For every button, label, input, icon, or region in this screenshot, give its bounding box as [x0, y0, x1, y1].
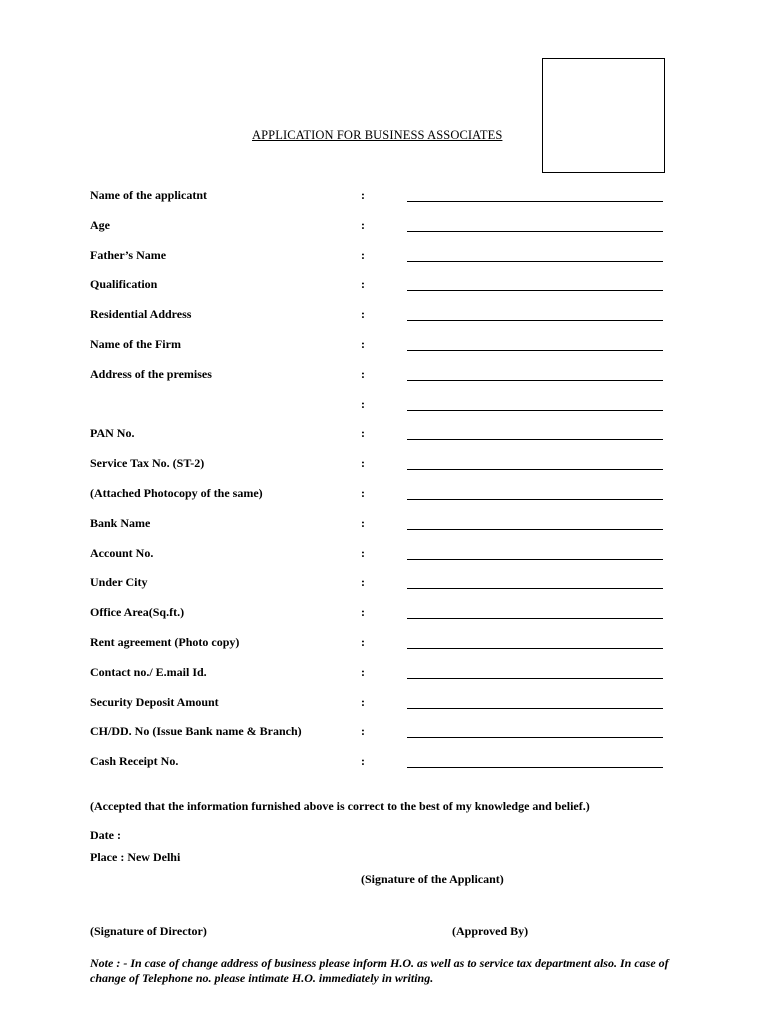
form-row — [0, 575, 768, 595]
field-label: (Attached Photocopy of the same) — [90, 486, 263, 500]
form-row — [0, 367, 768, 387]
approved-by: (Approved By) — [452, 924, 529, 938]
field-blank-line[interactable] — [407, 737, 663, 738]
field-blank-line[interactable] — [407, 559, 663, 560]
field-blank-line[interactable] — [407, 201, 663, 202]
form-title: APPLICATION FOR BUSINESS ASSOCIATES — [252, 128, 503, 142]
field-label: Account No. — [90, 546, 154, 560]
form-row — [0, 754, 768, 774]
field-label: Under City — [90, 575, 148, 589]
field-label: Contact no./ E.mail Id. — [90, 665, 207, 679]
field-blank-line[interactable] — [407, 290, 663, 291]
form-row — [0, 426, 768, 446]
form-row — [0, 665, 768, 685]
field-blank-line[interactable] — [407, 708, 663, 709]
field-label: Service Tax No. (ST-2) — [90, 456, 205, 470]
field-colon: : — [361, 367, 365, 381]
form-row — [0, 516, 768, 536]
field-blank-line[interactable] — [407, 469, 663, 470]
field-colon: : — [361, 248, 365, 262]
field-label: Name of the applicatnt — [90, 188, 207, 202]
field-blank-line[interactable] — [407, 618, 663, 619]
field-blank-line[interactable] — [407, 380, 663, 381]
form-row — [0, 605, 768, 625]
field-blank-line[interactable] — [407, 588, 663, 589]
field-label: CH/DD. No (Issue Bank name & Branch) — [90, 724, 302, 738]
form-row — [0, 635, 768, 655]
field-label: PAN No. — [90, 426, 135, 440]
form-row — [0, 218, 768, 238]
field-label: Qualification — [90, 277, 158, 291]
field-colon: : — [361, 546, 365, 560]
form-row — [0, 546, 768, 566]
field-blank-line[interactable] — [407, 529, 663, 530]
field-label: Office Area(Sq.ft.) — [90, 605, 185, 619]
field-label: Residential Address — [90, 307, 192, 321]
photo-box — [542, 58, 665, 173]
field-blank-line[interactable] — [407, 499, 663, 500]
form-row — [0, 188, 768, 208]
field-blank-line[interactable] — [407, 261, 663, 262]
form-row — [0, 397, 768, 417]
note-text: Note : - In case of change address of business please inform H.O. as well as to service tax department also. In case of change of Telephone no. please intimate H.O. immediately in writing. — [90, 956, 669, 985]
form-row — [0, 456, 768, 476]
form-row — [0, 307, 768, 327]
field-colon: : — [361, 188, 365, 202]
field-colon: : — [361, 516, 365, 530]
field-label: Address of the premises — [90, 367, 212, 381]
field-blank-line[interactable] — [407, 767, 663, 768]
form-row — [0, 248, 768, 268]
form-row — [0, 337, 768, 357]
date-label: Date : — [90, 828, 121, 842]
field-label: Age — [90, 218, 110, 232]
field-colon: : — [361, 575, 365, 589]
field-colon: : — [361, 724, 365, 738]
field-blank-line[interactable] — [407, 350, 663, 351]
field-colon: : — [361, 695, 365, 709]
field-colon: : — [361, 426, 365, 440]
signature-applicant: (Signature of the Applicant) — [361, 872, 504, 886]
field-blank-line[interactable] — [407, 320, 663, 321]
field-colon: : — [361, 754, 365, 768]
field-label: Cash Receipt No. — [90, 754, 179, 768]
field-colon: : — [361, 605, 365, 619]
field-blank-line[interactable] — [407, 678, 663, 679]
form-row — [0, 486, 768, 506]
declaration-text: (Accepted that the information furnished above is correct to the best of my knowledge and belief.) — [90, 799, 590, 813]
field-colon: : — [361, 665, 365, 679]
field-label: Name of the Firm — [90, 337, 181, 351]
field-label: Bank Name — [90, 516, 151, 530]
place-label: Place : New Delhi — [90, 850, 181, 864]
field-colon: : — [361, 635, 365, 649]
field-label: Security Deposit Amount — [90, 695, 219, 709]
form-row — [0, 695, 768, 715]
field-colon: : — [361, 486, 365, 500]
form-row — [0, 724, 768, 744]
signature-director: (Signature of Director) — [90, 924, 207, 938]
field-colon: : — [361, 337, 365, 351]
field-blank-line[interactable] — [407, 648, 663, 649]
field-colon: : — [361, 218, 365, 232]
field-colon: : — [361, 397, 365, 411]
field-blank-line[interactable] — [407, 410, 663, 411]
field-blank-line[interactable] — [407, 439, 663, 440]
form-row — [0, 277, 768, 297]
field-colon: : — [361, 307, 365, 321]
field-blank-line[interactable] — [407, 231, 663, 232]
field-colon: : — [361, 277, 365, 291]
field-label: Father’s Name — [90, 248, 167, 262]
field-colon: : — [361, 456, 365, 470]
field-label: Rent agreement (Photo copy) — [90, 635, 240, 649]
